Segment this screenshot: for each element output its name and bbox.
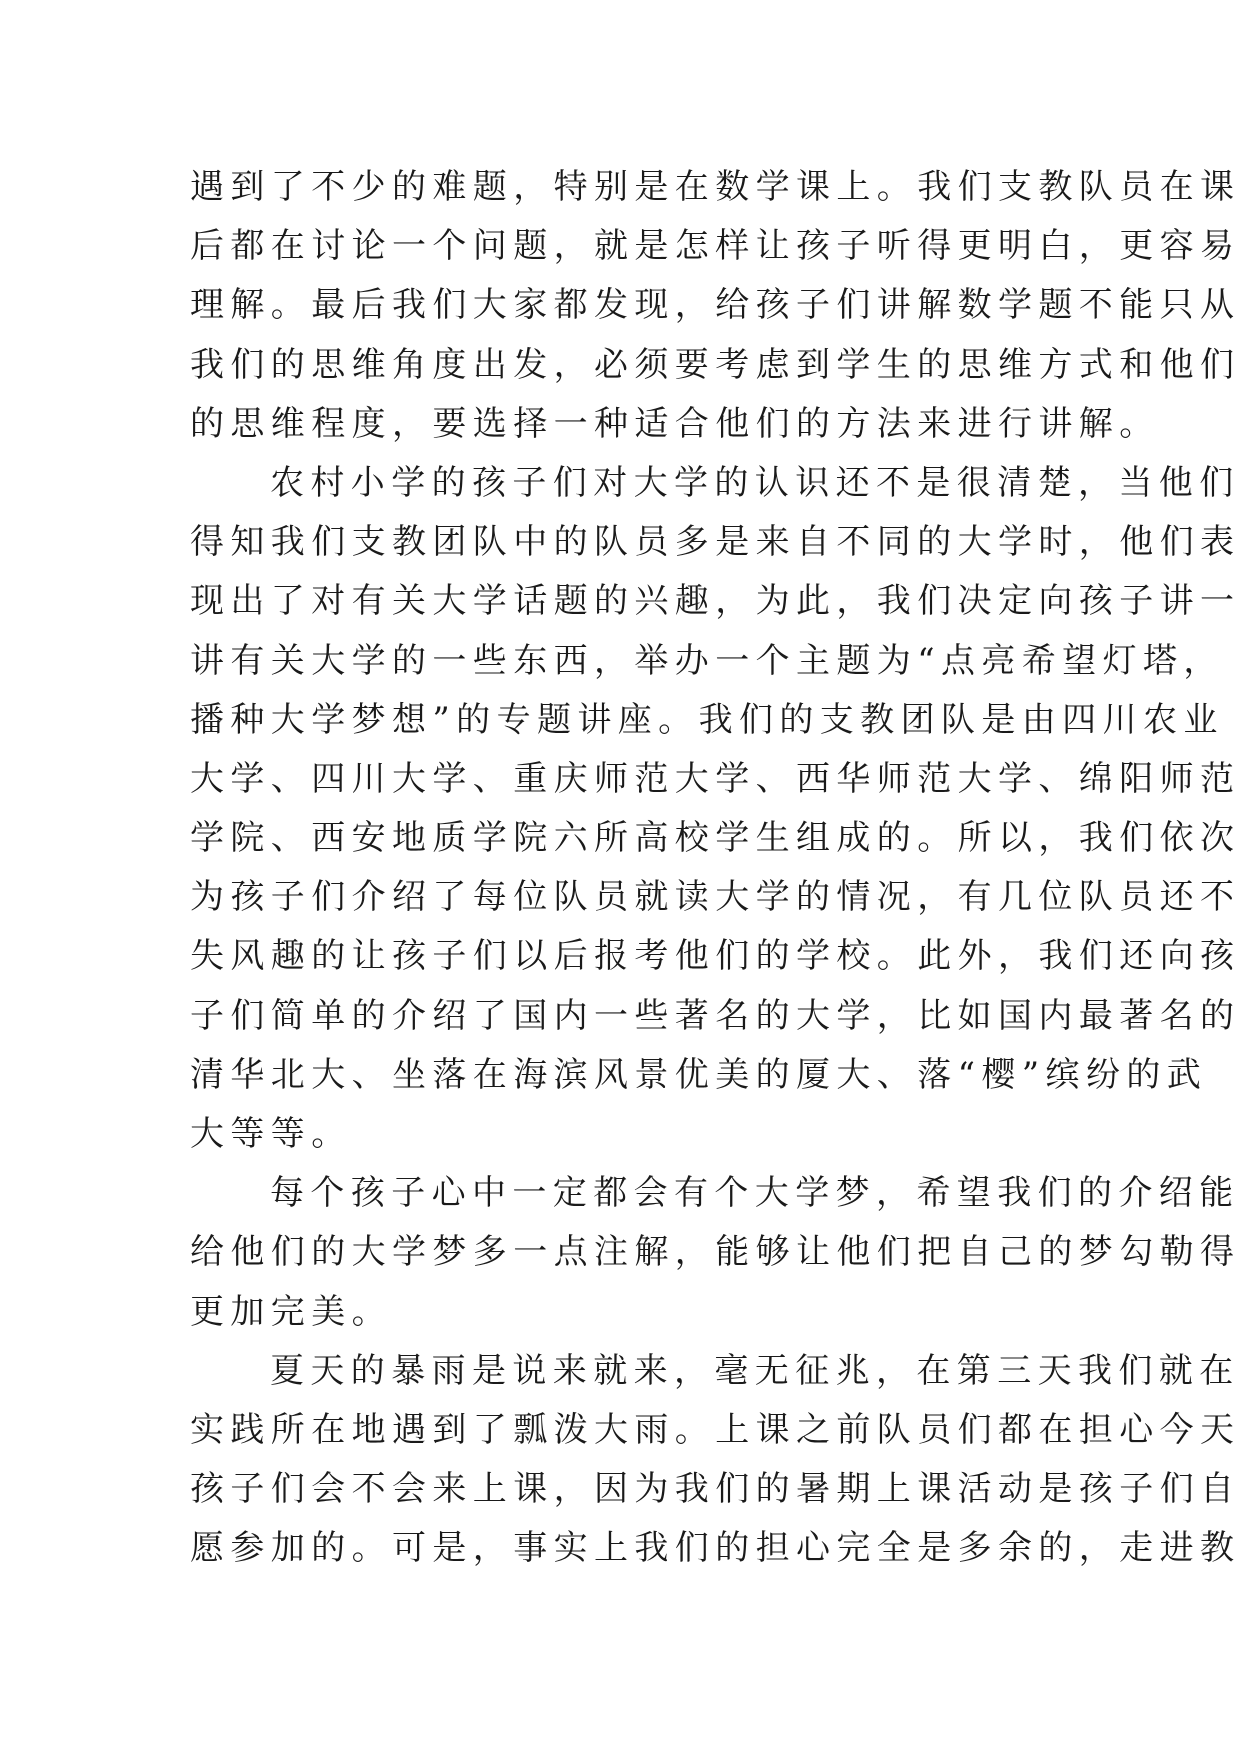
text-line: 实践所在地遇到了瓢泼大雨。上课之前队员们都在担心今天	[190, 1409, 1241, 1450]
body-text	[190, 158, 1241, 1579]
text-line: 孩子们会不会来上课，因为我们的暑期上课活动是孩子们自	[190, 1469, 1241, 1510]
text-line: 的思维程度，要选择一种适合他们的方法来进行讲解。	[190, 403, 1160, 444]
text-line: 我们的思维角度出发，必须要考虑到学生的思维方式和他们	[190, 344, 1241, 385]
text-line: 现出了对有关大学话题的兴趣，为此，我们决定向孩子讲一	[190, 581, 1241, 622]
text-line: 为孩子们介绍了每位队员就读大学的情况，有几位队员还不	[190, 877, 1241, 918]
text-line: 讲有关大学的一些东西，举办一个主题为“点亮希望灯塔，	[190, 640, 1224, 681]
text-line: 愿参加的。可是，事实上我们的担心完全是多余的，走进教	[190, 1528, 1241, 1569]
text-line: 播种大学梦想”的专题讲座。我们的支教团队是由四川农业	[190, 699, 1224, 740]
text-line: 清华北大、坐落在海滨风景优美的厦大、落“樱”缤纷的武	[190, 1054, 1208, 1095]
paragraph-first-line: 农村小学的孩子们对大学的认识还不是很清楚，当他们	[270, 462, 1240, 503]
text-line: 后都在讨论一个问题，就是怎样让孩子听得更明白，更容易	[190, 226, 1241, 267]
text-line: 更加完美。	[190, 1291, 392, 1332]
text-line: 得知我们支教团队中的队员多是来自不同的大学时，他们表	[190, 522, 1241, 563]
text-line: 失风趣的让孩子们以后报考他们的学校。此外，我们还向孩	[190, 936, 1241, 977]
text-line: 大等等。	[190, 1114, 352, 1154]
text-line: 理解。最后我们大家都发现，给孩子们讲解数学题不能只从	[190, 285, 1241, 326]
text-line: 大学、四川大学、重庆师范大学、西华师范大学、绵阳师范	[190, 758, 1241, 799]
text-line: 给他们的大学梦多一点注解，能够让他们把自己的梦勾勒得	[190, 1232, 1241, 1273]
paragraph-first-line: 夏天的暴雨是说来就来，毫无征兆，在第三天我们就在	[270, 1350, 1240, 1391]
paragraph-first-line: 每个孩子心中一定都会有个大学梦，希望我们的介绍能	[270, 1173, 1240, 1214]
text-line: 遇到了不少的难题，特别是在数学课上。我们支教队员在课	[190, 167, 1241, 207]
text-line: 学院、西安地质学院六所高校学生组成的。所以，我们依次	[190, 818, 1241, 859]
text-line: 子们简单的介绍了国内一些著名的大学，比如国内最著名的	[190, 995, 1241, 1036]
